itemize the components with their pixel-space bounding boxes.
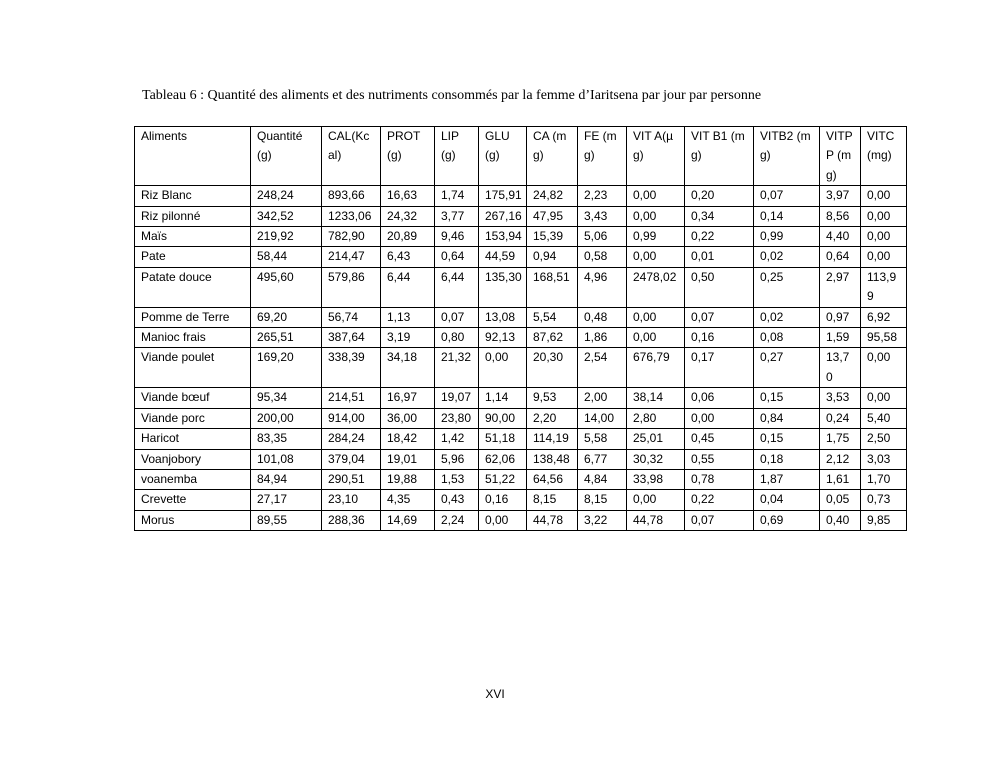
value-cell: 2,80 bbox=[627, 408, 685, 428]
value-cell: 13,70 bbox=[820, 348, 861, 388]
value-cell: 0,15 bbox=[754, 429, 820, 449]
value-cell: 92,13 bbox=[479, 328, 527, 348]
food-name-cell: Riz Blanc bbox=[135, 186, 251, 206]
value-cell: 14,00 bbox=[578, 408, 627, 428]
value-cell: 495,60 bbox=[251, 267, 322, 307]
value-cell: 219,92 bbox=[251, 227, 322, 247]
food-name-cell: Pomme de Terre bbox=[135, 307, 251, 327]
value-cell: 19,88 bbox=[381, 469, 435, 489]
food-name-cell: Patate douce bbox=[135, 267, 251, 307]
value-cell: 893,66 bbox=[322, 186, 381, 206]
value-cell: 0,99 bbox=[627, 227, 685, 247]
column-header: VIT B1 (mg) bbox=[685, 127, 754, 186]
value-cell: 95,58 bbox=[861, 328, 907, 348]
value-cell: 0,00 bbox=[479, 348, 527, 388]
table-row bbox=[135, 510, 907, 530]
value-cell: 33,98 bbox=[627, 469, 685, 489]
value-cell: 0,07 bbox=[685, 307, 754, 327]
value-cell: 2,54 bbox=[578, 348, 627, 388]
value-cell: 84,94 bbox=[251, 469, 322, 489]
value-cell: 16,97 bbox=[381, 388, 435, 408]
value-cell: 1233,06 bbox=[322, 206, 381, 226]
value-cell: 3,43 bbox=[578, 206, 627, 226]
value-cell: 5,06 bbox=[578, 227, 627, 247]
value-cell: 16,63 bbox=[381, 186, 435, 206]
value-cell: 51,18 bbox=[479, 429, 527, 449]
value-cell: 8,56 bbox=[820, 206, 861, 226]
value-cell: 0,50 bbox=[685, 267, 754, 307]
value-cell: 135,30 bbox=[479, 267, 527, 307]
value-cell: 3,19 bbox=[381, 328, 435, 348]
value-cell: 3,97 bbox=[820, 186, 861, 206]
value-cell: 6,43 bbox=[381, 247, 435, 267]
value-cell: 0,00 bbox=[861, 247, 907, 267]
value-cell: 8,15 bbox=[527, 490, 578, 510]
value-cell: 20,89 bbox=[381, 227, 435, 247]
value-cell: 2,20 bbox=[527, 408, 578, 428]
value-cell: 0,27 bbox=[754, 348, 820, 388]
value-cell: 4,35 bbox=[381, 490, 435, 510]
value-cell: 24,32 bbox=[381, 206, 435, 226]
value-cell: 0,00 bbox=[685, 408, 754, 428]
table-row bbox=[135, 186, 907, 206]
value-cell: 0,64 bbox=[435, 247, 479, 267]
value-cell: 69,20 bbox=[251, 307, 322, 327]
value-cell: 248,24 bbox=[251, 186, 322, 206]
value-cell: 2,00 bbox=[578, 388, 627, 408]
value-cell: 0,64 bbox=[820, 247, 861, 267]
value-cell: 15,39 bbox=[527, 227, 578, 247]
value-cell: 3,22 bbox=[578, 510, 627, 530]
column-header: VITP P (mg) bbox=[820, 127, 861, 186]
table-body bbox=[135, 186, 907, 531]
value-cell: 19,01 bbox=[381, 449, 435, 469]
value-cell: 0,00 bbox=[861, 186, 907, 206]
value-cell: 34,18 bbox=[381, 348, 435, 388]
table-row bbox=[135, 490, 907, 510]
value-cell: 89,55 bbox=[251, 510, 322, 530]
value-cell: 342,52 bbox=[251, 206, 322, 226]
value-cell: 0,20 bbox=[685, 186, 754, 206]
value-cell: 24,82 bbox=[527, 186, 578, 206]
table-row bbox=[135, 267, 907, 307]
value-cell: 6,77 bbox=[578, 449, 627, 469]
column-header: Quantité (g) bbox=[251, 127, 322, 186]
value-cell: 0,15 bbox=[754, 388, 820, 408]
value-cell: 3,77 bbox=[435, 206, 479, 226]
value-cell: 23,10 bbox=[322, 490, 381, 510]
value-cell: 3,03 bbox=[861, 449, 907, 469]
value-cell: 30,32 bbox=[627, 449, 685, 469]
value-cell: 56,74 bbox=[322, 307, 381, 327]
value-cell: 58,44 bbox=[251, 247, 322, 267]
food-name-cell: Crevette bbox=[135, 490, 251, 510]
table-row bbox=[135, 227, 907, 247]
value-cell: 0,00 bbox=[627, 206, 685, 226]
value-cell: 64,56 bbox=[527, 469, 578, 489]
value-cell: 3,53 bbox=[820, 388, 861, 408]
food-name-cell: Viande porc bbox=[135, 408, 251, 428]
value-cell: 25,01 bbox=[627, 429, 685, 449]
value-cell: 0,07 bbox=[435, 307, 479, 327]
value-cell: 38,14 bbox=[627, 388, 685, 408]
column-header: CA (mg) bbox=[527, 127, 578, 186]
value-cell: 5,40 bbox=[861, 408, 907, 428]
value-cell: 0,00 bbox=[627, 307, 685, 327]
value-cell: 2,97 bbox=[820, 267, 861, 307]
value-cell: 8,15 bbox=[578, 490, 627, 510]
value-cell: 288,36 bbox=[322, 510, 381, 530]
value-cell: 1,53 bbox=[435, 469, 479, 489]
value-cell: 27,17 bbox=[251, 490, 322, 510]
value-cell: 0,97 bbox=[820, 307, 861, 327]
value-cell: 1,87 bbox=[754, 469, 820, 489]
value-cell: 914,00 bbox=[322, 408, 381, 428]
value-cell: 0,34 bbox=[685, 206, 754, 226]
value-cell: 153,94 bbox=[479, 227, 527, 247]
value-cell: 1,59 bbox=[820, 328, 861, 348]
food-name-cell: voanemba bbox=[135, 469, 251, 489]
value-cell: 168,51 bbox=[527, 267, 578, 307]
value-cell: 23,80 bbox=[435, 408, 479, 428]
table-row bbox=[135, 247, 907, 267]
value-cell: 0,24 bbox=[820, 408, 861, 428]
value-cell: 1,74 bbox=[435, 186, 479, 206]
column-header: FE (mg) bbox=[578, 127, 627, 186]
value-cell: 44,78 bbox=[627, 510, 685, 530]
value-cell: 0,00 bbox=[861, 388, 907, 408]
value-cell: 13,08 bbox=[479, 307, 527, 327]
value-cell: 62,06 bbox=[479, 449, 527, 469]
food-name-cell: Riz pilonné bbox=[135, 206, 251, 226]
value-cell: 0,00 bbox=[861, 206, 907, 226]
value-cell: 0,04 bbox=[754, 490, 820, 510]
food-name-cell: Manioc frais bbox=[135, 328, 251, 348]
value-cell: 0,43 bbox=[435, 490, 479, 510]
value-cell: 0,07 bbox=[754, 186, 820, 206]
value-cell: 0,16 bbox=[685, 328, 754, 348]
table-row bbox=[135, 388, 907, 408]
value-cell: 21,32 bbox=[435, 348, 479, 388]
value-cell: 0,58 bbox=[578, 247, 627, 267]
value-cell: 267,16 bbox=[479, 206, 527, 226]
table-row bbox=[135, 429, 907, 449]
value-cell: 9,85 bbox=[861, 510, 907, 530]
value-cell: 0,00 bbox=[627, 186, 685, 206]
value-cell: 44,59 bbox=[479, 247, 527, 267]
value-cell: 0,08 bbox=[754, 328, 820, 348]
food-name-cell: Pate bbox=[135, 247, 251, 267]
table-header bbox=[135, 127, 907, 186]
value-cell: 2,23 bbox=[578, 186, 627, 206]
value-cell: 1,14 bbox=[479, 388, 527, 408]
value-cell: 0,94 bbox=[527, 247, 578, 267]
value-cell: 0,00 bbox=[627, 247, 685, 267]
value-cell: 4,40 bbox=[820, 227, 861, 247]
value-cell: 0,02 bbox=[754, 307, 820, 327]
value-cell: 2,50 bbox=[861, 429, 907, 449]
value-cell: 782,90 bbox=[322, 227, 381, 247]
value-cell: 95,34 bbox=[251, 388, 322, 408]
value-cell: 0,07 bbox=[685, 510, 754, 530]
food-name-cell: Voanjobory bbox=[135, 449, 251, 469]
value-cell: 0,25 bbox=[754, 267, 820, 307]
value-cell: 44,78 bbox=[527, 510, 578, 530]
value-cell: 1,13 bbox=[381, 307, 435, 327]
column-header: GLU (g) bbox=[479, 127, 527, 186]
value-cell: 0,00 bbox=[627, 328, 685, 348]
value-cell: 387,64 bbox=[322, 328, 381, 348]
table-caption: Tableau 6 : Quantité des aliments et des nutriments consommés par la femme d’Iaritsena par jour par personne bbox=[142, 88, 762, 103]
column-header: VITC (mg) bbox=[861, 127, 907, 186]
value-cell: 0,02 bbox=[754, 247, 820, 267]
value-cell: 290,51 bbox=[322, 469, 381, 489]
value-cell: 6,44 bbox=[435, 267, 479, 307]
food-name-cell: Morus bbox=[135, 510, 251, 530]
value-cell: 0,40 bbox=[820, 510, 861, 530]
value-cell: 0,00 bbox=[861, 348, 907, 388]
value-cell: 9,53 bbox=[527, 388, 578, 408]
nutrient-table bbox=[134, 126, 907, 531]
value-cell: 169,20 bbox=[251, 348, 322, 388]
value-cell: 90,00 bbox=[479, 408, 527, 428]
value-cell: 4,96 bbox=[578, 267, 627, 307]
value-cell: 114,19 bbox=[527, 429, 578, 449]
value-cell: 5,54 bbox=[527, 307, 578, 327]
column-header: VITB2 (mg) bbox=[754, 127, 820, 186]
value-cell: 4,84 bbox=[578, 469, 627, 489]
page-number: XVI bbox=[485, 687, 505, 701]
table-row bbox=[135, 449, 907, 469]
value-cell: 87,62 bbox=[527, 328, 578, 348]
table-row bbox=[135, 307, 907, 327]
table-row bbox=[135, 469, 907, 489]
value-cell: 0,00 bbox=[861, 227, 907, 247]
header-row bbox=[135, 127, 907, 186]
value-cell: 18,42 bbox=[381, 429, 435, 449]
value-cell: 2,12 bbox=[820, 449, 861, 469]
value-cell: 0,84 bbox=[754, 408, 820, 428]
table-row bbox=[135, 408, 907, 428]
value-cell: 0,78 bbox=[685, 469, 754, 489]
column-header: Aliments bbox=[135, 127, 251, 186]
value-cell: 0,01 bbox=[685, 247, 754, 267]
value-cell: 0,14 bbox=[754, 206, 820, 226]
value-cell: 14,69 bbox=[381, 510, 435, 530]
value-cell: 265,51 bbox=[251, 328, 322, 348]
value-cell: 2,24 bbox=[435, 510, 479, 530]
value-cell: 51,22 bbox=[479, 469, 527, 489]
value-cell: 9,46 bbox=[435, 227, 479, 247]
value-cell: 6,44 bbox=[381, 267, 435, 307]
value-cell: 284,24 bbox=[322, 429, 381, 449]
value-cell: 379,04 bbox=[322, 449, 381, 469]
value-cell: 1,75 bbox=[820, 429, 861, 449]
value-cell: 19,07 bbox=[435, 388, 479, 408]
value-cell: 676,79 bbox=[627, 348, 685, 388]
value-cell: 138,48 bbox=[527, 449, 578, 469]
table-row bbox=[135, 206, 907, 226]
value-cell: 0,73 bbox=[861, 490, 907, 510]
value-cell: 1,70 bbox=[861, 469, 907, 489]
column-header: LIP (g) bbox=[435, 127, 479, 186]
value-cell: 0,05 bbox=[820, 490, 861, 510]
food-name-cell: Viande bœuf bbox=[135, 388, 251, 408]
value-cell: 2478,02 bbox=[627, 267, 685, 307]
column-header: VIT A(µg) bbox=[627, 127, 685, 186]
value-cell: 0,00 bbox=[627, 490, 685, 510]
value-cell: 214,47 bbox=[322, 247, 381, 267]
value-cell: 0,55 bbox=[685, 449, 754, 469]
food-name-cell: Maïs bbox=[135, 227, 251, 247]
value-cell: 1,61 bbox=[820, 469, 861, 489]
value-cell: 0,00 bbox=[479, 510, 527, 530]
value-cell: 0,17 bbox=[685, 348, 754, 388]
value-cell: 0,22 bbox=[685, 490, 754, 510]
value-cell: 214,51 bbox=[322, 388, 381, 408]
value-cell: 20,30 bbox=[527, 348, 578, 388]
value-cell: 36,00 bbox=[381, 408, 435, 428]
value-cell: 83,35 bbox=[251, 429, 322, 449]
value-cell: 101,08 bbox=[251, 449, 322, 469]
value-cell: 1,42 bbox=[435, 429, 479, 449]
value-cell: 200,00 bbox=[251, 408, 322, 428]
value-cell: 0,99 bbox=[754, 227, 820, 247]
value-cell: 0,48 bbox=[578, 307, 627, 327]
value-cell: 579,86 bbox=[322, 267, 381, 307]
value-cell: 0,16 bbox=[479, 490, 527, 510]
table-row bbox=[135, 328, 907, 348]
value-cell: 0,06 bbox=[685, 388, 754, 408]
food-name-cell: Haricot bbox=[135, 429, 251, 449]
value-cell: 1,86 bbox=[578, 328, 627, 348]
value-cell: 113,99 bbox=[861, 267, 907, 307]
column-header: PROT (g) bbox=[381, 127, 435, 186]
value-cell: 175,91 bbox=[479, 186, 527, 206]
value-cell: 0,22 bbox=[685, 227, 754, 247]
value-cell: 0,80 bbox=[435, 328, 479, 348]
value-cell: 47,95 bbox=[527, 206, 578, 226]
table-row bbox=[135, 348, 907, 388]
value-cell: 0,69 bbox=[754, 510, 820, 530]
value-cell: 5,58 bbox=[578, 429, 627, 449]
column-header: CAL(Kcal) bbox=[322, 127, 381, 186]
value-cell: 0,18 bbox=[754, 449, 820, 469]
food-name-cell: Viande poulet bbox=[135, 348, 251, 388]
value-cell: 0,45 bbox=[685, 429, 754, 449]
value-cell: 6,92 bbox=[861, 307, 907, 327]
value-cell: 5,96 bbox=[435, 449, 479, 469]
value-cell: 338,39 bbox=[322, 348, 381, 388]
